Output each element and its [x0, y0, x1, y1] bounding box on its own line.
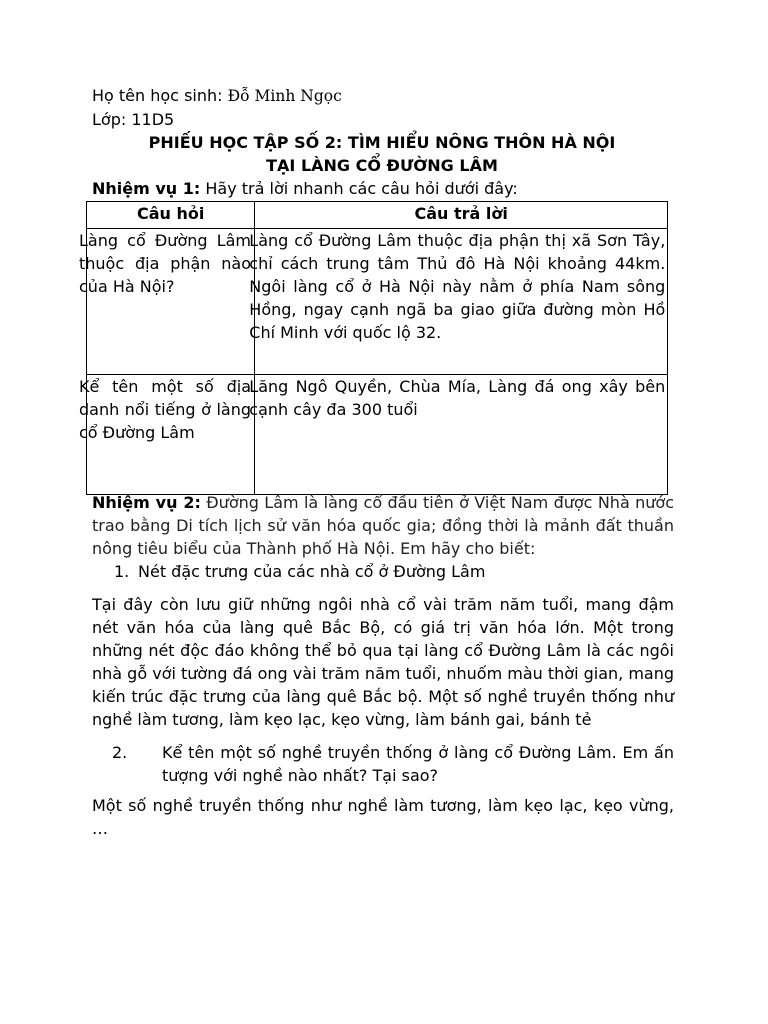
task2-intro	[92, 491, 674, 560]
question-cell	[79, 375, 255, 495]
table-row	[87, 229, 668, 375]
task1-line	[92, 177, 674, 200]
task2-question-2	[92, 741, 674, 787]
answer-cell	[249, 375, 668, 495]
task2-question-1	[92, 560, 674, 583]
worksheet-title-line2: TẠI LÀNG CỔ ĐƯỜNG LÂM	[266, 156, 498, 175]
answer-text: Làng cổ Đường Lâm thuộc địa phận thị xã Sơn Tây, chỉ cách trung tâm Thủ đô Hà Nội khoảng 44km. Ngôi làng cổ ở Hà Nội này nằm ở phía Nam sông Hồng, ngay cạnh ngã ba giao giữa đường mòn Hồ Chí Minh với quốc lộ 32.	[249, 231, 666, 342]
list-item-text: Kể tên một số nghề truyền thống ở làng cổ Đường Lâm. Em ấn tượng với nghề nào nhất? Tại sao?	[162, 743, 674, 785]
task2-text: Đường Lâm là làng cổ đầu tiên ở Việt Nam được Nhà nước trao bằng Di tích lịch sử văn hóa quốc gia; đồng thời là mảnh đất thuần nông tiêu biểu của Thành phố Hà Nội. Em hãy cho biết:	[92, 493, 675, 558]
table-header-row	[87, 202, 668, 229]
task1-text: Hãy trả lời nhanh các câu hỏi dưới đây:	[200, 179, 518, 198]
question-text: Kể tên một số địa danh nổi tiếng ở làng cổ Đường Lâm	[79, 377, 251, 442]
task2-label: Nhiệm vụ 2:	[92, 493, 201, 512]
task2-section	[92, 491, 674, 840]
worksheet-header	[92, 84, 674, 200]
list-number: 2.	[112, 743, 128, 762]
list-number: 1.	[114, 562, 130, 581]
student-name-value: Đỗ Minh Ngọc	[227, 87, 342, 105]
task2-answer-2: Một số nghề truyền thống như nghề làm tương, làm kẹo lạc, kẹo vừng, …	[92, 796, 674, 838]
student-name-line	[92, 84, 674, 108]
answer-cell	[249, 229, 668, 375]
question-text: Làng cổ Đường Lâm thuộc địa phận nào của Hà Nội?	[79, 231, 251, 296]
column-header-question: Câu hỏi	[87, 202, 255, 229]
answer-text: Lăng Ngô Quyền, Chùa Mía, Làng đá ong xây bên cạnh cây đa 300 tuổi	[249, 377, 666, 419]
task1-label: Nhiệm vụ 1:	[92, 179, 201, 198]
column-header-answer: Câu trả lời	[255, 202, 668, 229]
table-row	[87, 375, 668, 495]
question-cell	[79, 229, 255, 375]
qa-table	[79, 201, 668, 495]
student-name-label: Họ tên học sinh:	[92, 86, 228, 105]
task2-answer-1: Tại đây còn lưu giữ những ngôi nhà cổ vài trăm năm tuổi, mang đậm nét văn hóa của làng quê Bắc Bộ, có giá trị văn hóa lớn. Một trong những nét độc đáo không thể bỏ qua tại làng cổ Đường Lâm là các ngôi nhà gỗ với tường đá ong vài trăm năm tuổi, nhuốm màu thời gian, mang kiến trúc đặc trưng của làng quê Bắc bộ. Một số nghề truyền thống như nghề làm tương, làm kẹo lạc, kẹo vừng, làm bánh gai, bánh tẻ	[92, 595, 675, 729]
worksheet-title-line1: PHIẾU HỌC TẬP SỐ 2: TÌM HIỂU NÔNG THÔN HÀ NỘI	[148, 133, 616, 152]
class-line: Lớp: 11D5	[92, 110, 175, 129]
list-item-text: Nét đặc trưng của các nhà cổ ở Đường Lâm	[138, 562, 486, 581]
